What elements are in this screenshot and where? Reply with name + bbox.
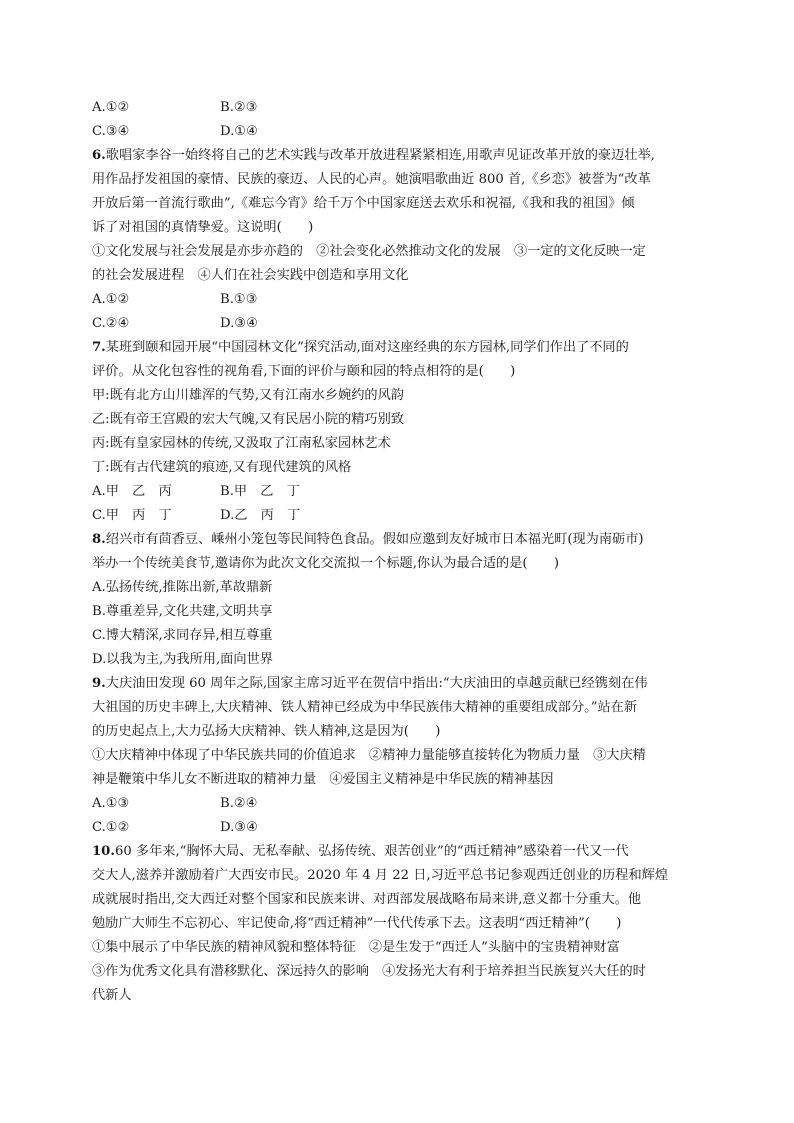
q9-options-row-2	[92, 816, 712, 840]
q6-stem-line-3: 开放后第一首流行歌曲”,《难忘今宵》给千万个中国家庭送去欢乐和祝福,《我和我的祖国》倾	[92, 196, 635, 211]
q8-option-b[interactable]: B.尊重差异,文化共建,文明共享	[92, 604, 273, 619]
q10-stem-line-3: 成就展时指出,交大西迁对整个国家和民族来讲、对西部发展战略布局来讲,意义都十分重大。他	[92, 892, 642, 907]
q6-option-c[interactable]: C.②④	[92, 316, 130, 331]
q10-statements-line-1: ①集中展示了中华民族的精神风貌和整体特征 ②是生发于“西迁人”头脑中的宝贵精神财富	[92, 940, 620, 955]
q5-option-a[interactable]: A.①②	[92, 100, 130, 115]
q7-statement-ding: 丁:既有古代建筑的痕迹,又有现代建筑的风格	[92, 460, 352, 475]
q7-statement-bing: 丙:既有皇家园林的传统,又汲取了江南私家园林艺术	[92, 436, 391, 451]
q10-stem-line-4: 勉励广大师生不忘初心、牢记使命,将“西迁精神”一代代传承下去。这表明“西迁精神”( )	[92, 916, 622, 931]
q10-stem-line-2: 交大人,滋养并激励着广大西安市民。2020 年 4 月 22 日,习近平总书记参观西迁创业的历程和辉煌	[92, 868, 669, 883]
q10-statements-line-3: 代新人	[92, 988, 132, 1003]
q9-stem-line-1	[92, 672, 712, 696]
q9-stem-text-1: 大庆油田发现 60 周年之际,国家主席习近平在贺信中指出:“大庆油田的卓越贡献已经镌刻在伟	[105, 676, 648, 691]
q10-statements-line-2: ③作为优秀文化具有潜移默化、深远持久的影响 ④发扬光大有利于培养担当民族复兴大任的时	[92, 964, 646, 979]
q8-option-d[interactable]: D.以我为主,为我所用,面向世界	[92, 652, 273, 667]
q6-stem-line-2: 用作品抒发祖国的豪情、民族的豪迈、人民的心声。她演唱歌曲近 800 首,《乡恋》被誉为“改革	[92, 172, 651, 187]
q6-statements-line-1: ①文化发展与社会发展是亦步亦趋的 ②社会变化必然推动文化的发展 ③一定的文化反映一定	[92, 244, 646, 259]
q6-stem-line-1	[92, 144, 712, 168]
q5-option-c[interactable]: C.③④	[92, 124, 130, 139]
q8-stem-text-1: 绍兴市有茴香豆、嵊州小笼包等民间特色食品。假如应邀到友好城市日本福光町(现为南砺市)	[105, 532, 644, 547]
q10-number: 10.	[92, 844, 115, 859]
q6-statements-line-2: 的社会发展进程 ④人们在社会实践中创造和享用文化	[92, 268, 409, 283]
q10-stem-text-1: 60 多年来,“胸怀大局、无私奉献、弘扬传统、艰苦创业”的“西迁精神”感染着一代又一代	[114, 844, 629, 859]
q9-option-a[interactable]: A.①③	[92, 796, 130, 811]
q9-options-row-1	[92, 792, 712, 816]
q7-number: 7.	[92, 340, 106, 355]
q7-option-c[interactable]: C.甲 丙 丁	[92, 508, 172, 523]
q8-stem-line-1	[92, 528, 712, 552]
q9-option-d[interactable]: D.③④	[220, 820, 258, 835]
q6-option-d[interactable]: D.③④	[220, 316, 258, 331]
q7-options-row-2	[92, 504, 712, 528]
q7-statement-jia: 甲:既有北方山川雄浑的气势,又有江南水乡婉约的风韵	[92, 388, 404, 403]
q6-option-b[interactable]: B.①③	[220, 292, 258, 307]
q9-stem-line-2: 大祖国的历史丰碑上,大庆精神、铁人精神已经成为中华民族伟大精神的重要组成部分。”站在新	[92, 700, 638, 715]
q7-options-row-1	[92, 480, 712, 504]
q9-option-b[interactable]: B.②④	[220, 796, 258, 811]
q9-statements-line-1: ①大庆精神中体现了中华民族共同的价值追求 ②精神力量能够直接转化为物质力量 ③大庆精	[92, 748, 646, 763]
q8-number: 8.	[92, 532, 106, 547]
q6-options-row-1	[92, 288, 712, 312]
q7-stem-line-2: 评价。从文化包容性的视角看,下面的评价与颐和园的特点相符的是( )	[92, 364, 516, 379]
q7-statement-yi: 乙:既有帝王宫殿的宏大气魄,又有民居小院的精巧别致	[92, 412, 404, 427]
q6-option-a[interactable]: A.①②	[92, 292, 130, 307]
q6-stem-line-4: 诉了对祖国的真情挚爱。这说明( )	[92, 220, 314, 235]
q10-stem-line-1	[92, 840, 712, 864]
q7-option-a[interactable]: A.甲 乙 丙	[92, 484, 172, 499]
q9-option-c[interactable]: C.①②	[92, 820, 130, 835]
q5-options-row-2	[92, 120, 712, 144]
q8-option-c[interactable]: C.博大精深,求同存异,相互尊重	[92, 628, 273, 643]
q7-stem-text-1: 某班到颐和园开展“中国园林文化”探究活动,面对这座经典的东方园林,同学们作出了不同的	[105, 340, 629, 355]
q9-number: 9.	[92, 676, 106, 691]
q7-stem-line-1	[92, 336, 712, 360]
q7-option-b[interactable]: B.甲 乙 丁	[220, 484, 300, 499]
q7-option-d[interactable]: D.乙 丙 丁	[220, 508, 301, 523]
q8-option-a[interactable]: A.弘扬传统,推陈出新,革故鼎新	[92, 580, 273, 595]
q6-stem-text-1: 歌唱家李谷一始终将自己的艺术实践与改革开放进程紧紧相连,用歌声见证改革开放的豪迈壮举,	[105, 148, 655, 163]
q6-options-row-2	[92, 312, 712, 336]
q6-number: 6.	[92, 148, 106, 163]
q8-stem-line-2: 举办一个传统美食节,邀请你为此次文化交流拟一个标题,你认为最合适的是( )	[92, 556, 560, 571]
q9-statements-line-2: 神是鞭策中华儿女不断进取的精神力量 ④爱国主义精神是中华民族的精神基因	[92, 772, 554, 787]
exam-page	[92, 96, 712, 1008]
q5-options-row-1	[92, 96, 712, 120]
q9-stem-line-3: 的历史起点上,大力弘扬大庆精神、铁人精神,这是因为( )	[92, 724, 441, 739]
q5-option-d[interactable]: D.①④	[220, 124, 258, 139]
q5-option-b[interactable]: B.②③	[220, 100, 258, 115]
